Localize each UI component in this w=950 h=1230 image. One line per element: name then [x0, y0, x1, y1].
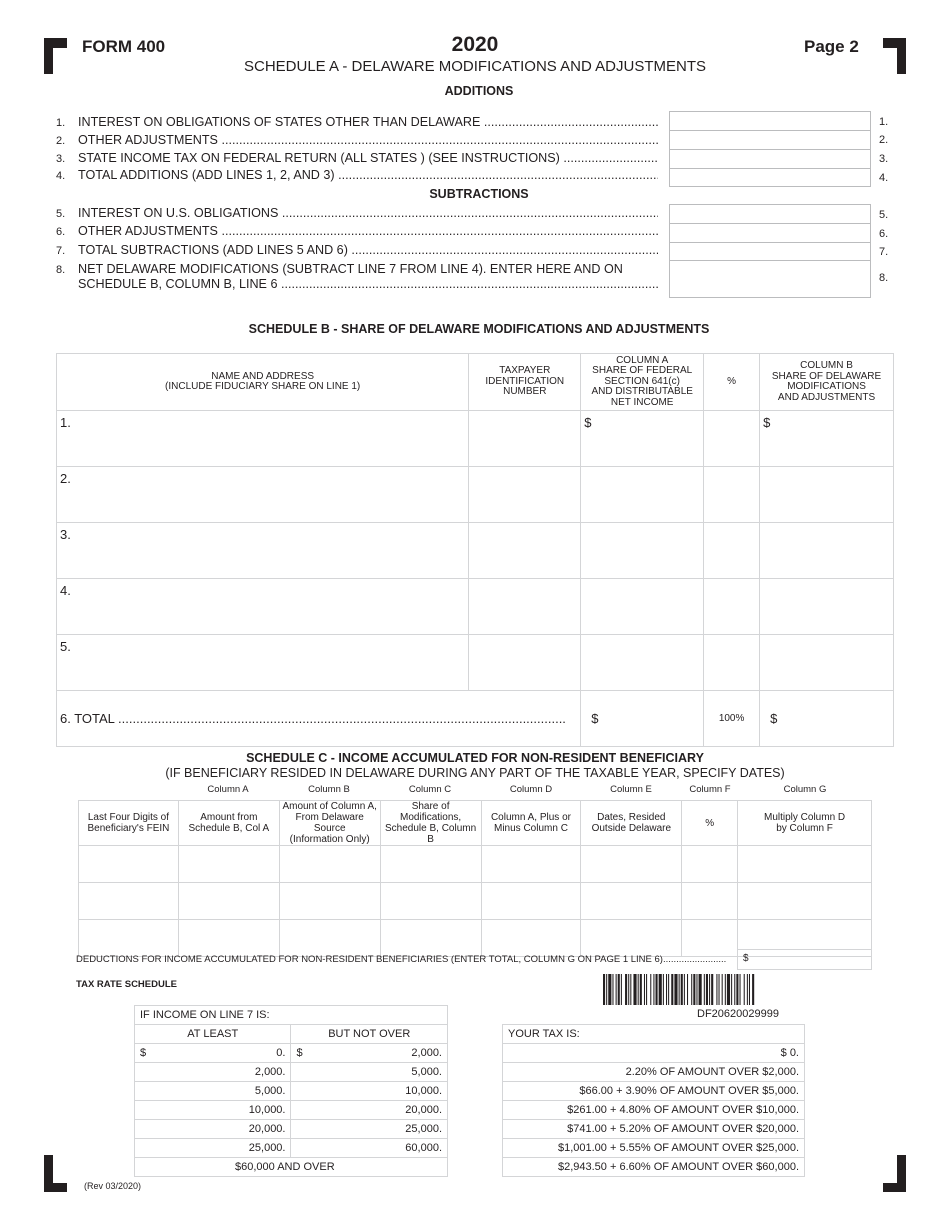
barcode-bar: [709, 974, 710, 1005]
column-a-cell[interactable]: [581, 579, 704, 635]
barcode-bar: [606, 974, 607, 1005]
column-a-header: [581, 354, 704, 411]
your-tax-header: YOUR TAX IS:: [503, 1025, 805, 1044]
barcode-bar: [674, 974, 677, 1005]
tin-cell[interactable]: [469, 467, 581, 523]
bracket-header-row: [135, 1025, 448, 1044]
header-line: NAME AND ADDRESS: [211, 370, 315, 382]
right-line-number: 3.: [879, 153, 889, 165]
percent-cell[interactable]: [704, 467, 760, 523]
right-line-number: 4.: [879, 172, 889, 184]
table-row: [503, 1120, 805, 1139]
table-cell[interactable]: [682, 846, 738, 883]
not-over-cell: [291, 1044, 448, 1063]
header-line: Beneficiary's FEIN: [87, 823, 170, 834]
at-least-value: 10,000.: [135, 1101, 291, 1120]
at-least-value: 20,000.: [135, 1120, 291, 1139]
table-row: [57, 635, 894, 691]
deductions-input[interactable]: $: [737, 949, 872, 970]
barcode-bar: [630, 974, 631, 1005]
tin-cell[interactable]: [469, 523, 581, 579]
table-row: [135, 1139, 448, 1158]
barcode-bar: [644, 974, 645, 1005]
schedule-b-title: SCHEDULE B - SHARE OF DELAWARE MODIFICATIONS AND ADJUSTMENTS: [248, 322, 710, 336]
header-line: AND DISTRIBUTABLE: [591, 386, 693, 398]
header-line: Last Four Digits of: [87, 812, 170, 823]
header-line: IDENTIFICATION: [485, 375, 565, 387]
income-bracket-table: [134, 1005, 448, 1177]
column-a-cell[interactable]: [581, 635, 704, 691]
line-number: 1.: [56, 117, 66, 129]
tin-cell[interactable]: [469, 635, 581, 691]
at-least-value: 2,000.: [135, 1063, 291, 1082]
additions-input-group: [669, 111, 871, 187]
header-line: Dates, Resided: [597, 812, 666, 823]
table-row: [503, 1158, 805, 1177]
barcode-bar: [625, 974, 627, 1005]
column-b-cell[interactable]: [760, 467, 894, 523]
line-7-input[interactable]: [670, 243, 870, 261]
right-line-number: 2.: [879, 134, 889, 146]
barcode-bar: [650, 974, 651, 1005]
table-cell[interactable]: [380, 920, 481, 957]
line-number: 4.: [56, 170, 66, 182]
at-least-value: 25,000.: [135, 1139, 291, 1158]
column-a-cell[interactable]: [581, 467, 704, 523]
column-g-header: [738, 801, 872, 846]
tax-value: 2.20% OF AMOUNT OVER $2,000.: [503, 1063, 805, 1082]
your-tax-table: [502, 1024, 805, 1177]
column-b-cell[interactable]: $: [760, 411, 894, 467]
barcode-bar: [646, 974, 647, 1005]
table-cell[interactable]: [79, 846, 179, 883]
line-number: 7.: [56, 245, 66, 257]
line-number: 2.: [56, 135, 66, 147]
not-over-value: 5,000.: [291, 1063, 448, 1082]
line-8-input[interactable]: [670, 261, 870, 297]
total-label: 6. TOTAL .....: [57, 711, 567, 726]
name-cell[interactable]: 2.: [57, 467, 469, 523]
name-cell[interactable]: 1.: [57, 411, 469, 467]
column-f-header: %: [682, 801, 738, 846]
table-cell[interactable]: [79, 883, 179, 920]
barcode-bar: [653, 974, 654, 1005]
tin-cell[interactable]: [469, 411, 581, 467]
percent-cell[interactable]: [704, 411, 760, 467]
column-letter: Column F: [689, 784, 731, 795]
tax-value: $261.00 + 4.80% OF AMOUNT OVER $10,000.: [503, 1101, 805, 1120]
header-line: Amount of Column A,: [282, 801, 377, 812]
line-text: NET DELAWARE MODIFICATIONS (SUBTRACT LINE 7 FROM LINE 4). ENTER HERE AND ON: [78, 262, 623, 276]
column-letter: Column D: [509, 784, 553, 795]
barcode-bar: [684, 974, 685, 1005]
line-number: 8.: [56, 264, 66, 276]
schedule-c-title: SCHEDULE C - INCOME ACCUMULATED FOR NON-RESIDENT BENEFICIARY: [246, 751, 704, 765]
barcode-bar: [706, 974, 708, 1005]
column-a-cell[interactable]: [581, 523, 704, 579]
barcode-bar: [696, 974, 697, 1005]
column-b-header: [760, 354, 894, 411]
total-column-b-cell[interactable]: $: [760, 691, 894, 747]
barcode-bar: [716, 974, 717, 1005]
barcode-bar: [640, 974, 642, 1005]
header-line: Column A, Plus or: [490, 812, 571, 823]
line-5-input[interactable]: [670, 205, 870, 224]
not-over-value: 25,000.: [291, 1120, 448, 1139]
barcode-bar: [681, 974, 683, 1005]
table-row: [503, 1139, 805, 1158]
but-not-over-header: BUT NOT OVER: [291, 1025, 448, 1044]
header-line: SECTION 641(c): [604, 375, 680, 387]
subtractions-input-group: [669, 204, 871, 298]
barcode-bar: [638, 974, 639, 1005]
column-a-cell[interactable]: $: [581, 411, 704, 467]
barcode-bar: [734, 974, 735, 1005]
right-line-number: 7.: [879, 246, 889, 258]
column-letter: Column B: [308, 784, 350, 795]
tax-value: $66.00 + 3.90% OF AMOUNT OVER $5,000.: [503, 1082, 805, 1101]
schedule-c-subtitle: (IF BENEFICIARY RESIDED IN DELAWARE DURING ANY PART OF THE TAXABLE YEAR, SPECIFY DATES): [165, 766, 785, 780]
header-line: by Column F: [776, 823, 833, 834]
header-line: SHARE OF FEDERAL: [592, 365, 693, 377]
barcode-bar: [616, 974, 617, 1005]
table-row: [135, 1101, 448, 1120]
tax-rate-schedule-title: TAX RATE SCHEDULE: [76, 979, 177, 990]
income-header-row: [135, 1006, 448, 1025]
page-number: Page 2: [804, 37, 859, 56]
over-label: $60,000 AND OVER: [135, 1158, 448, 1177]
table-cell[interactable]: [481, 846, 581, 883]
name-address-header: [57, 354, 469, 411]
barcode-bar: [628, 974, 629, 1005]
table-row: [135, 1120, 448, 1139]
line-text: INTEREST ON U.S. OBLIGATIONS .....: [78, 206, 658, 221]
barcode-bar: [603, 974, 605, 1005]
table-cell[interactable]: [682, 883, 738, 920]
fein-header: [79, 801, 179, 846]
barcode-number: DF20620029999: [697, 1008, 779, 1020]
barcode-bar: [752, 974, 754, 1005]
table-cell[interactable]: [581, 920, 682, 957]
barcode-bar: [666, 974, 667, 1005]
line-6-input[interactable]: [670, 224, 870, 243]
table-cell[interactable]: [178, 920, 279, 957]
total-column-a-cell[interactable]: $: [581, 691, 704, 747]
name-cell[interactable]: 3.: [57, 523, 469, 579]
table-cell[interactable]: [380, 883, 481, 920]
table-cell[interactable]: [178, 846, 279, 883]
barcode-bar: [621, 974, 622, 1005]
additions-heading: ADDITIONS: [444, 84, 514, 98]
right-line-number: 1.: [879, 116, 889, 128]
name-cell[interactable]: 4.: [57, 579, 469, 635]
total-label-cell: [57, 691, 581, 747]
table-cell[interactable]: [279, 846, 380, 883]
at-least-cell: [135, 1044, 291, 1063]
table-row: [503, 1101, 805, 1120]
column-e-header: [581, 801, 682, 846]
table-cell[interactable]: [581, 883, 682, 920]
line-text: OTHER ADJUSTMENTS .....: [78, 224, 658, 239]
corner-mark-bottom-right-stem: [897, 1155, 906, 1192]
form-number: FORM 400: [82, 37, 166, 56]
header-line: (Information Only): [289, 834, 370, 845]
line-2-input[interactable]: [670, 131, 870, 150]
header-line: Schedule B, Col A: [188, 823, 270, 834]
not-over-value: 2,000.: [411, 1047, 442, 1059]
header-line: Share of Modifications,: [400, 801, 462, 823]
table-cell[interactable]: [738, 846, 872, 883]
column-letter: Column C: [408, 784, 452, 795]
table-row: [57, 411, 894, 467]
name-cell[interactable]: 5.: [57, 635, 469, 691]
right-line-number: 8.: [879, 272, 889, 284]
header-line: From Delaware Source: [295, 812, 364, 834]
line-number: 6.: [56, 226, 66, 238]
barcode-bar: [633, 974, 636, 1005]
table-cell[interactable]: [738, 883, 872, 920]
right-line-number: 6.: [879, 228, 889, 240]
line-3-input[interactable]: [670, 150, 870, 169]
your-tax-header-row: [503, 1025, 805, 1044]
line-text: INTEREST ON OBLIGATIONS OF STATES OTHER THAN DELAWARE .....: [78, 115, 658, 130]
income-header: IF INCOME ON LINE 7 IS:: [135, 1006, 448, 1025]
barcode-bar: [722, 974, 723, 1005]
tax-value: $2,943.50 + 6.60% OF AMOUNT OVER $60,000.: [503, 1158, 805, 1177]
table-row: [57, 467, 894, 523]
barcode-bar: [725, 974, 726, 1005]
header-line: NET INCOME: [610, 396, 674, 408]
dollar-sign: $: [296, 1047, 303, 1059]
table-row: [135, 1158, 448, 1177]
table-cell[interactable]: [481, 883, 581, 920]
at-least-header: AT LEAST: [135, 1025, 291, 1044]
barcode-bar: [691, 974, 692, 1005]
column-b-cell[interactable]: [760, 579, 894, 635]
header-line: SHARE OF DELAWARE: [771, 370, 882, 382]
dollar-sign: $: [140, 1047, 147, 1059]
table-cell[interactable]: [79, 920, 179, 957]
tin-cell[interactable]: [469, 579, 581, 635]
schedule-b-table: [56, 353, 894, 747]
line-text: TOTAL ADDITIONS (ADD LINES 1, 2, AND 3) .....: [78, 168, 658, 183]
barcode-bar: [711, 974, 713, 1005]
at-least-value: 0.: [276, 1047, 286, 1059]
right-line-number: 5.: [879, 209, 889, 221]
header-line: Outside Delaware: [591, 823, 672, 834]
column-d-header: [481, 801, 581, 846]
table-row: [57, 579, 894, 635]
subtractions-heading: SUBTRACTIONS: [429, 187, 529, 201]
tax-value: $741.00 + 5.20% OF AMOUNT OVER $20,000.: [503, 1120, 805, 1139]
barcode-bar: [747, 974, 748, 1005]
corner-mark-bottom-left-stem: [44, 1155, 53, 1192]
barcode-bar: [612, 974, 613, 1005]
barcode-bar: [740, 974, 741, 1005]
column-b-cell[interactable]: [760, 523, 894, 579]
header-line: Multiply Column D: [764, 812, 846, 823]
table-cell[interactable]: [279, 883, 380, 920]
barcode-bar: [663, 974, 664, 1005]
barcode-bar: [608, 974, 611, 1005]
header-line: TAXPAYER: [499, 365, 551, 377]
total-percent-cell: 100%: [704, 691, 760, 747]
tin-header: [469, 354, 581, 411]
barcode: [603, 974, 873, 1005]
header-line: Amount from: [200, 812, 258, 823]
percent-cell[interactable]: [704, 635, 760, 691]
table-cell[interactable]: [581, 846, 682, 883]
header-line: NUMBER: [503, 386, 547, 398]
deductions-label: DEDUCTIONS FOR INCOME ACCUMULATED FOR NON-RESIDENT BENEFICIARIES (ENTER TOTAL, COLUMN G ON PAGE 1 LINE 6) .....: [76, 954, 726, 965]
not-over-value: 10,000.: [291, 1082, 448, 1101]
percent-cell[interactable]: [704, 523, 760, 579]
line-number: 3.: [56, 153, 66, 165]
column-letter: Column A: [207, 784, 249, 795]
line-text-continued: SCHEDULE B, COLUMN B, LINE 6 .....: [78, 277, 658, 292]
form-year: 2020: [451, 33, 499, 56]
header-line: COLUMN B: [800, 360, 853, 371]
barcode-bar: [736, 974, 738, 1005]
not-over-value: 20,000.: [291, 1101, 448, 1120]
barcode-bar: [693, 974, 695, 1005]
table-row: [503, 1082, 805, 1101]
table-cell[interactable]: [682, 920, 738, 957]
barcode-bar: [671, 974, 673, 1005]
schedule-b-header-row: [57, 354, 894, 411]
column-c-header: [380, 801, 481, 846]
line-text-wrapper: [78, 262, 658, 292]
header-line: Schedule B, Column B: [385, 823, 477, 845]
header-line: (INCLUDE FIDUCIARY SHARE ON LINE 1): [165, 381, 361, 392]
barcode-bar: [618, 974, 620, 1005]
schedule-c-header-row: [79, 801, 872, 846]
table-row: [135, 1063, 448, 1082]
line-text: STATE INCOME TAX ON FEDERAL RETURN (ALL STATES ) (SEE INSTRUCTIONS) .....: [78, 151, 658, 166]
header-line: MODIFICATIONS: [787, 381, 866, 392]
column-letter: Column E: [610, 784, 652, 795]
table-row: [79, 846, 872, 883]
column-b-header: [279, 801, 380, 846]
barcode-bar: [731, 974, 732, 1005]
table-row: [503, 1063, 805, 1082]
table-cell[interactable]: [481, 920, 581, 957]
table-row: [57, 523, 894, 579]
line-number: 5.: [56, 208, 66, 220]
barcode-bar: [679, 974, 680, 1005]
table-row: [79, 883, 872, 920]
table-cell[interactable]: [279, 920, 380, 957]
barcode-bar: [749, 974, 750, 1005]
barcode-bar: [719, 974, 720, 1005]
schedule-c-table: [78, 800, 872, 957]
table-row: [135, 1082, 448, 1101]
barcode-bar: [656, 974, 658, 1005]
header-line: COLUMN A: [616, 354, 669, 366]
barcode-bar: [704, 974, 705, 1005]
line-text: OTHER ADJUSTMENTS .....: [78, 133, 658, 148]
revision-date: (Rev 03/2020): [84, 1181, 142, 1191]
barcode-bar: [699, 974, 702, 1005]
barcode-bar: [687, 974, 688, 1005]
table-row: [503, 1044, 805, 1063]
barcode-bar: [668, 974, 669, 1005]
at-least-value: 5,000.: [135, 1082, 291, 1101]
header-line: Minus Column C: [494, 823, 568, 834]
table-cell[interactable]: [178, 883, 279, 920]
barcode-bar: [659, 974, 662, 1005]
column-letter: Column G: [783, 784, 827, 795]
table-row: [135, 1044, 448, 1063]
percent-cell[interactable]: [704, 579, 760, 635]
header-line: AND ADJUSTMENTS: [777, 391, 876, 403]
tax-value: $1,001.00 + 5.55% OF AMOUNT OVER $25,000.: [503, 1139, 805, 1158]
line-4-input[interactable]: [670, 169, 870, 186]
column-a-header: [178, 801, 279, 846]
tax-value: $ 0.: [503, 1044, 805, 1063]
line-1-input[interactable]: [670, 112, 870, 131]
column-b-cell[interactable]: [760, 635, 894, 691]
not-over-value: 60,000.: [291, 1139, 448, 1158]
barcode-bar: [727, 974, 730, 1005]
table-cell[interactable]: [380, 846, 481, 883]
barcode-bar: [744, 974, 745, 1005]
percent-header: %: [704, 354, 760, 411]
line-text: TOTAL SUBTRACTIONS (ADD LINES 5 AND 6) .....: [78, 243, 658, 258]
total-row: [57, 691, 894, 747]
schedule-a-title: SCHEDULE A - DELAWARE MODIFICATIONS AND ADJUSTMENTS: [243, 58, 706, 75]
